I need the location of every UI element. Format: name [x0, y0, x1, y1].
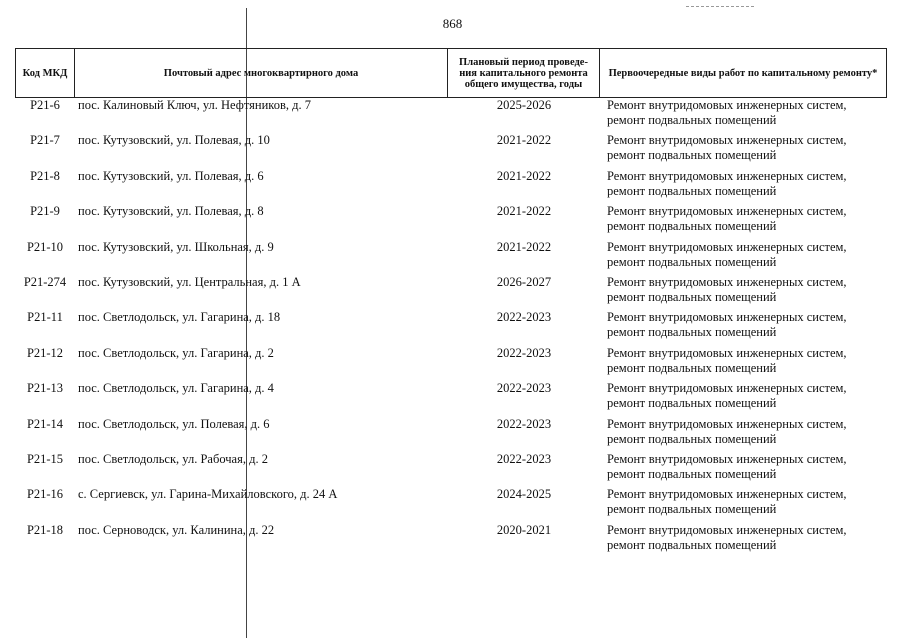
row-code: Р21-13	[26, 381, 64, 396]
row-period: 2022-2023	[496, 310, 552, 325]
row-code: Р21-11	[27, 310, 63, 325]
row-works: Ремонт внутридомовых инженерных систем, ремонт подвальных помещений	[607, 168, 847, 198]
row-period: 2026-2027	[496, 274, 552, 289]
row-code: Р21-274	[23, 274, 67, 289]
row-address: пос. Кутузовский, ул. Полевая, д. 10	[78, 133, 270, 148]
row-address: пос. Кутузовский, ул. Школьная, д. 9	[78, 239, 274, 254]
row-period: 2021-2022	[496, 204, 552, 219]
table-row	[15, 523, 887, 558]
page-number: 868	[442, 16, 463, 31]
table-row	[15, 381, 887, 416]
scan-artifact-dash	[686, 6, 754, 8]
row-period: 2025-2026	[496, 98, 552, 112]
row-works: Ремонт внутридомовых инженерных систем, ремонт подвальных помещений	[607, 133, 847, 163]
row-works: Ремонт внутридомовых инженерных систем, ремонт подвальных помещений	[607, 239, 847, 269]
row-code: Р21-12	[26, 345, 64, 360]
table-row	[15, 310, 887, 345]
header-code: Код МКД	[15, 49, 75, 97]
table-row	[15, 346, 887, 381]
row-code: Р21-16	[26, 487, 64, 502]
row-address: пос. Кутузовский, ул. Центральная, д. 1 А	[78, 274, 301, 289]
row-code: Р21-14	[26, 416, 64, 431]
table-row	[15, 133, 887, 168]
row-period: 2022-2023	[496, 416, 552, 431]
header-period: Плановый период проведе-ния капитального ремонта общего имущества, годы	[448, 49, 600, 97]
table-row	[15, 240, 887, 275]
row-period: 2021-2022	[496, 239, 552, 254]
row-address: пос. Светлодольск, ул. Рабочая, д. 2	[78, 451, 268, 466]
row-works: Ремонт внутридомовых инженерных систем, ремонт подвальных помещений	[607, 451, 847, 481]
row-address: с. Сергиевск, ул. Гарина-Михайловского, д. 24 А	[78, 487, 338, 502]
row-period: 2024-2025	[496, 487, 552, 502]
row-works: Ремонт внутридомовых инженерных систем, ремонт подвальных помещений	[607, 345, 847, 375]
header-works: Первоочередные виды работ по капитальному ремонту*	[600, 49, 887, 97]
row-period: 2021-2022	[496, 168, 552, 183]
row-works: Ремонт внутридомовых инженерных систем, ремонт подвальных помещений	[607, 274, 847, 304]
row-address: пос. Калиновый Ключ, ул. Нефтяников, д. 7	[78, 98, 311, 112]
table-row	[15, 487, 887, 522]
table-header	[15, 48, 887, 98]
row-period: 2022-2023	[496, 381, 552, 396]
row-code: Р21-8	[30, 168, 60, 183]
table-row	[15, 452, 887, 487]
row-code: Р21-15	[26, 451, 64, 466]
row-address: пос. Светлодольск, ул. Полевая, д. 6	[78, 416, 270, 431]
row-works: Ремонт внутридомовых инженерных систем, ремонт подвальных помещений	[607, 522, 847, 552]
row-period: 2020-2021	[496, 522, 552, 537]
row-works: Ремонт внутридомовых инженерных систем, ремонт подвальных помещений	[607, 416, 847, 446]
table-row	[15, 275, 887, 310]
row-code: Р21-7	[30, 133, 60, 148]
row-period: 2021-2022	[496, 133, 552, 148]
row-address: пос. Светлодольск, ул. Гагарина, д. 2	[78, 345, 274, 360]
row-address: пос. Светлодольск, ул. Гагарина, д. 18	[78, 310, 281, 325]
header-address: Почтовый адрес многоквартирного дома	[75, 49, 448, 97]
row-address: пос. Светлодольск, ул. Гагарина, д. 4	[78, 381, 274, 396]
row-address: пос. Серноводск, ул. Калинина, д. 22	[78, 522, 275, 537]
row-period: 2022-2023	[496, 345, 552, 360]
row-works: Ремонт внутридомовых инженерных систем, ремонт подвальных помещений	[607, 381, 847, 411]
row-code: Р21-9	[30, 204, 60, 219]
row-code: Р21-6	[30, 98, 60, 112]
row-code: Р21-10	[26, 239, 64, 254]
row-address: пос. Кутузовский, ул. Полевая, д. 8	[78, 204, 264, 219]
table-row	[15, 98, 887, 133]
row-works: Ремонт внутридомовых инженерных систем, ремонт подвальных помещений	[607, 204, 847, 234]
row-period: 2022-2023	[496, 451, 552, 466]
row-code: Р21-18	[26, 522, 64, 537]
row-address: пос. Кутузовский, ул. Полевая, д. 6	[78, 168, 264, 183]
row-works: Ремонт внутридомовых инженерных систем, ремонт подвальных помещений	[607, 310, 847, 340]
table-row	[15, 169, 887, 204]
table-row	[15, 204, 887, 239]
row-works: Ремонт внутридомовых инженерных систем, ремонт подвальных помещений	[607, 487, 847, 517]
row-works: Ремонт внутридомовых инженерных систем, ремонт подвальных помещений	[607, 98, 847, 127]
table-row	[15, 417, 887, 452]
table-body	[15, 98, 887, 558]
